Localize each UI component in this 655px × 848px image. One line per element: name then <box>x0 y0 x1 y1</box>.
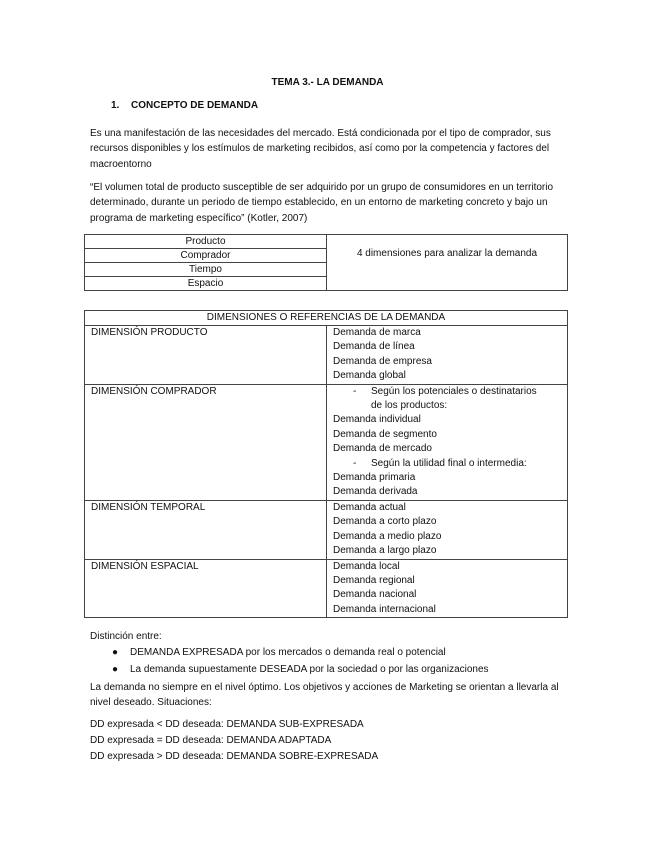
bullet-icon: ● <box>112 664 119 675</box>
table-row <box>85 559 568 618</box>
distinction-label: Distinción entre: <box>90 631 162 642</box>
list-item: Demanda internacional <box>333 603 436 615</box>
dimensions-description: 4 dimensiones para analizar la demanda <box>327 235 568 291</box>
list-item: Demanda local <box>333 560 400 572</box>
list-item: Demanda de segmento <box>333 428 437 440</box>
list-item: Demanda primaria <box>333 472 416 484</box>
list-item: Demanda de marca <box>333 327 421 338</box>
situation-line: DD expresada = DD deseada: DEMANDA ADAPTADA <box>90 735 332 746</box>
table-header: DIMENSIONES O REFERENCIAS DE LA DEMANDA <box>85 311 568 326</box>
bullet-text: DEMANDA EXPRESADA por los mercados o demanda real o potencial <box>130 647 446 658</box>
list-item: Demanda actual <box>333 501 406 513</box>
list-item: Demanda regional <box>333 574 415 586</box>
dimension-cell: Producto <box>85 235 327 249</box>
dimension-label: DIMENSIÓN ESPACIAL <box>85 559 327 618</box>
dimensions-reference-table <box>84 310 568 618</box>
bullet-text: La demanda supuestamente DESEADA por la sociedad o por las organizaciones <box>130 664 489 675</box>
bullet-icon: ● <box>112 647 119 658</box>
bullet-item <box>112 647 446 658</box>
dimension-cell: Tiempo <box>85 263 327 277</box>
table-row <box>85 500 568 559</box>
dimension-label: DIMENSIÓN PRODUCTO <box>85 326 327 385</box>
list-item: Demanda de mercado <box>333 443 432 455</box>
situation-line: DD expresada > DD deseada: DEMANDA SOBRE-EXPRESADA <box>90 751 379 762</box>
document-title: TEMA 3.- LA DEMANDA <box>271 77 384 88</box>
dimension-cell: Comprador <box>85 249 327 263</box>
dimensions-table <box>84 234 568 291</box>
list-item: Demanda nacional <box>333 589 417 601</box>
list-item: Demanda de línea <box>333 341 415 353</box>
subheading: - Según los potenciales o destinatarios de los productos: <box>333 385 561 414</box>
list-item: Demanda a medio plazo <box>333 530 442 542</box>
list-item: Demanda global <box>333 370 406 382</box>
section-heading <box>111 100 258 111</box>
list-item: Demanda a corto plazo <box>333 516 437 528</box>
subheading: - Según la utilidad final o intermedia: <box>353 457 527 469</box>
list-item: Demanda derivada <box>333 486 418 498</box>
subheading-text-cont: de los productos: <box>371 400 448 412</box>
subheading-text: Según la utilidad final o intermedia: <box>371 457 527 469</box>
table-row <box>85 384 568 500</box>
table-row <box>85 326 568 385</box>
list-item: Demanda individual <box>333 414 421 426</box>
dimension-label: DIMENSIÓN COMPRADOR <box>85 384 327 500</box>
list-item: Demanda de empresa <box>333 355 432 367</box>
list-item: Demanda a largo plazo <box>333 545 437 557</box>
bullet-item <box>112 664 489 675</box>
paragraph-situations: La demanda no siempre en el nivel óptimo. Los objetivos y acciones de Marketing se orientan a llevarla al nivel deseado. Situaciones: <box>90 682 559 709</box>
dimension-label: DIMENSIÓN TEMPORAL <box>85 500 327 559</box>
dimension-cell: Espacio <box>85 277 327 291</box>
paragraph-definition: Es una manifestación de las necesidades del mercado. Está condicionada por el tipo de comprador, sus recursos disponibles y los estímulos de marketing recibidos, así como por la competencia y factores del macroentorno <box>90 128 551 170</box>
section-heading-text: CONCEPTO DE DEMANDA <box>131 100 259 111</box>
subheading-text: Según los potenciales o destinatarios <box>371 385 537 397</box>
section-number: 1. <box>111 100 120 111</box>
quote-kotler: “El volumen total de producto susceptible de ser adquirido por un grupo de consumidores en un territorio determinado, durante un periodo de tiempo establecido, en un entorno de marketing concreto y bajo un programa de marketing específico” (Kotler, 2007) <box>90 182 554 224</box>
situation-line: DD expresada < DD deseada: DEMANDA SUB-EXPRESADA <box>90 719 364 730</box>
